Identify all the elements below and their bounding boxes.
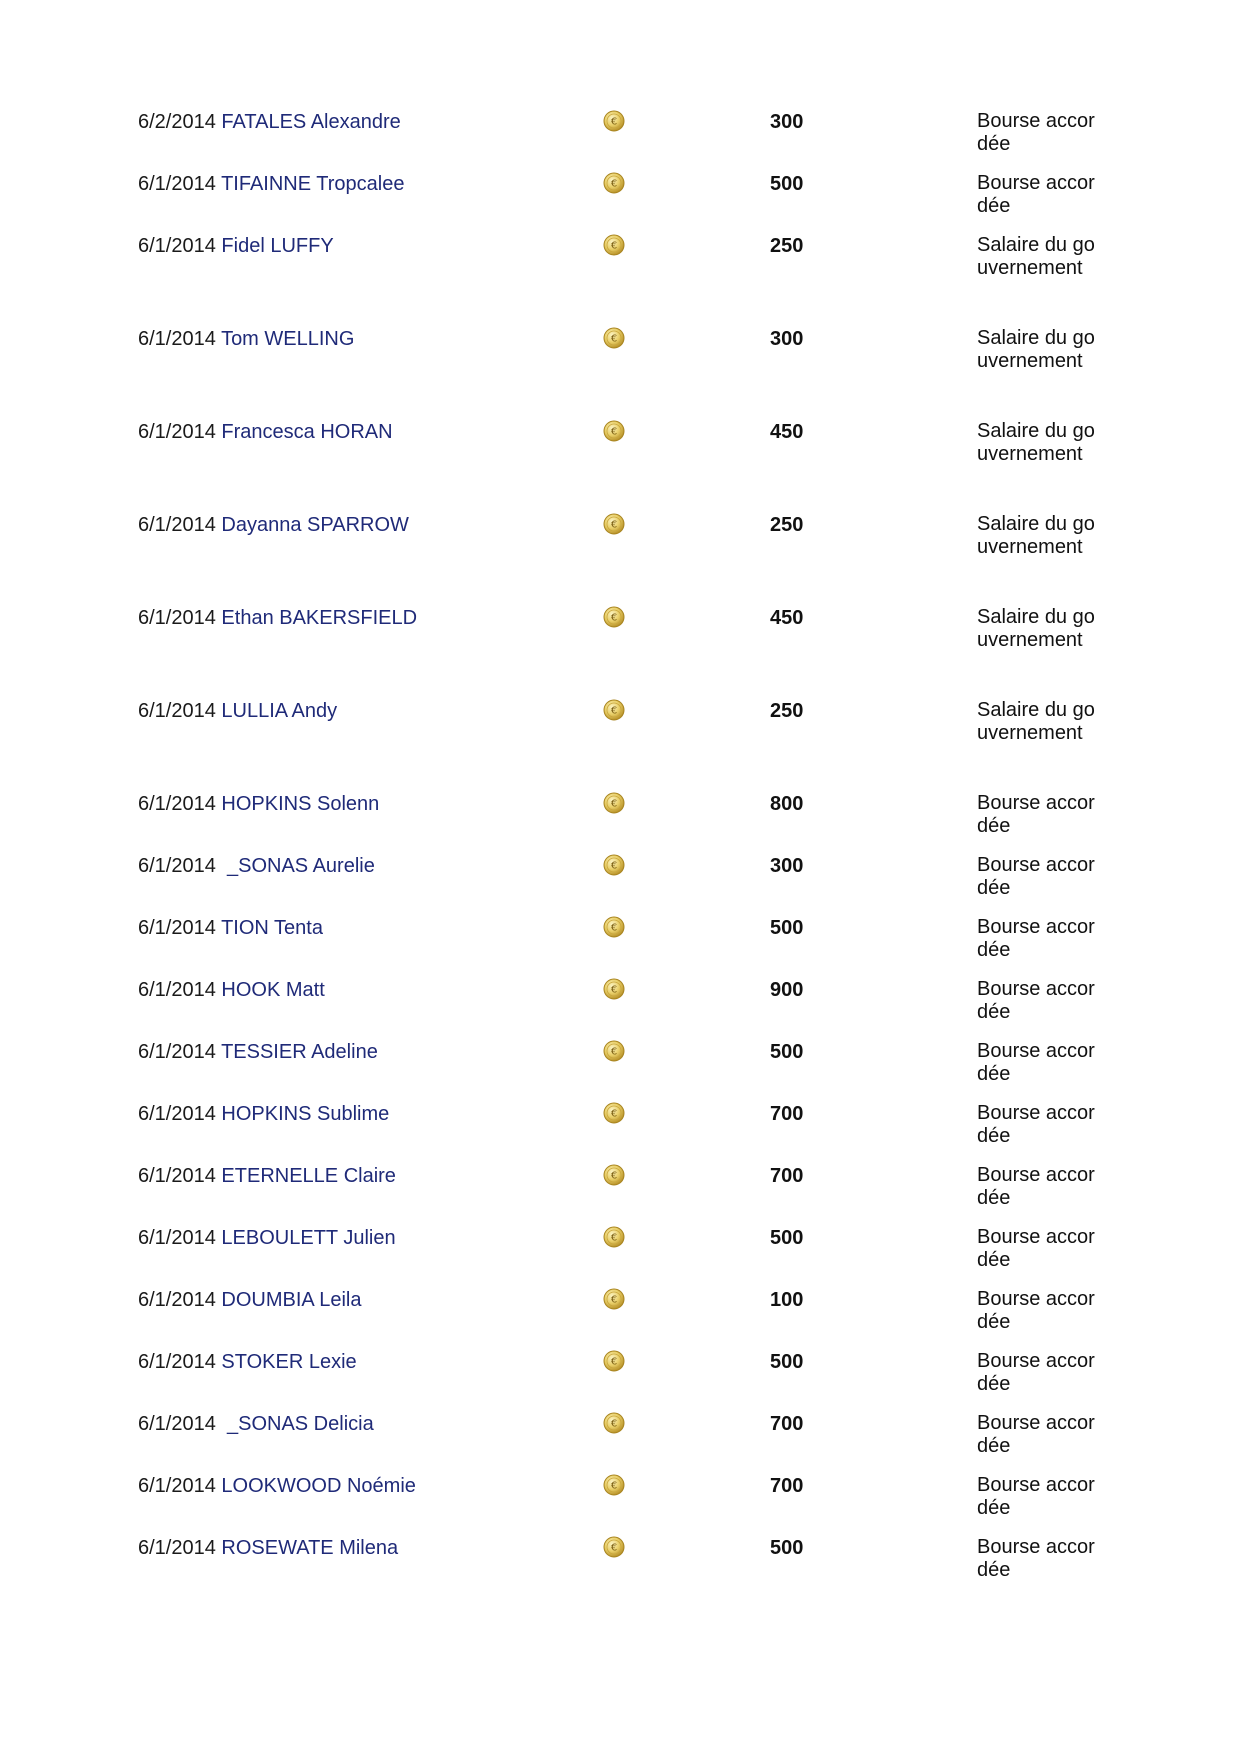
transaction-type: Salaire du gouvernement — [977, 606, 1095, 651]
person-name-link[interactable]: _SONAS Delicia — [226, 1413, 374, 1435]
transaction-type: Bourse accordée — [977, 854, 1095, 899]
date-name-cell — [138, 1474, 603, 1498]
transaction-date: 6/1/2014 — [138, 700, 216, 722]
transaction-type: Bourse accordée — [977, 1288, 1095, 1333]
transaction-row — [138, 172, 1138, 234]
currency-cell — [603, 1474, 770, 1498]
transaction-list — [138, 110, 1138, 1598]
transaction-type: Bourse accordée — [977, 978, 1095, 1023]
transaction-type: Salaire du gouvernement — [977, 420, 1095, 465]
person-name-link[interactable]: LOOKWOOD Noémie — [221, 1475, 416, 1497]
transaction-date: 6/1/2014 — [138, 1103, 216, 1125]
date-name-cell — [138, 699, 603, 723]
amount-value: 500 — [770, 1537, 804, 1559]
date-name-cell — [138, 327, 603, 351]
transaction-row — [138, 513, 1138, 606]
date-name-cell — [138, 1102, 603, 1126]
person-name-link[interactable]: ETERNELLE Claire — [221, 1165, 396, 1187]
transaction-row — [138, 606, 1138, 699]
amount-value: 250 — [770, 514, 804, 536]
transaction-row — [138, 916, 1138, 978]
amount-value: 500 — [770, 1227, 804, 1249]
coin-icon — [603, 327, 625, 349]
transaction-type: Bourse accordée — [977, 1164, 1095, 1209]
amount-value: 300 — [770, 855, 804, 877]
date-name-separator — [216, 855, 227, 877]
transaction-type: Bourse accordée — [977, 1412, 1095, 1457]
transaction-date: 6/1/2014 — [138, 1351, 216, 1373]
svg-text:€: € — [610, 116, 618, 128]
date-name-cell — [138, 1226, 603, 1250]
transaction-date: 6/1/2014 — [138, 514, 216, 536]
amount-value: 700 — [770, 1165, 804, 1187]
transaction-row — [138, 1164, 1138, 1226]
currency-cell — [603, 1412, 770, 1436]
amount-value: 900 — [770, 979, 804, 1001]
amount-value: 100 — [770, 1289, 804, 1311]
person-name-link[interactable]: TESSIER Adeline — [221, 1041, 378, 1063]
transaction-row — [138, 854, 1138, 916]
svg-text:€: € — [610, 1232, 618, 1244]
person-name-link[interactable]: TION Tenta — [221, 917, 323, 939]
transaction-type: Bourse accordée — [977, 1474, 1095, 1519]
transaction-row — [138, 110, 1138, 172]
svg-text:€: € — [610, 984, 618, 996]
date-name-cell — [138, 513, 603, 537]
amount-value: 500 — [770, 1351, 804, 1373]
amount-value: 500 — [770, 1041, 804, 1063]
currency-cell — [603, 606, 770, 630]
person-name-link[interactable]: FATALES Alexandre — [221, 111, 401, 133]
transaction-date: 6/1/2014 — [138, 1413, 216, 1435]
svg-text:€: € — [610, 1480, 618, 1492]
person-name-link[interactable]: ROSEWATE Milena — [221, 1537, 399, 1559]
amount-value: 700 — [770, 1413, 804, 1435]
svg-text:€: € — [610, 426, 618, 438]
date-name-cell — [138, 234, 603, 258]
coin-icon — [603, 1226, 625, 1248]
transaction-type: Salaire du gouvernement — [977, 327, 1095, 372]
transaction-type: Salaire du gouvernement — [977, 234, 1095, 279]
currency-cell — [603, 1226, 770, 1250]
date-name-cell — [138, 1536, 603, 1560]
svg-text:€: € — [610, 178, 618, 190]
coin-icon — [603, 854, 625, 876]
currency-cell — [603, 854, 770, 878]
currency-cell — [603, 1040, 770, 1064]
coin-icon — [603, 1288, 625, 1310]
transaction-row — [138, 420, 1138, 513]
svg-text:€: € — [610, 705, 618, 717]
coin-icon — [603, 978, 625, 1000]
amount-value: 300 — [770, 111, 804, 133]
transaction-row — [138, 327, 1138, 420]
date-name-cell — [138, 110, 603, 134]
svg-text:€: € — [610, 1294, 618, 1306]
coin-icon — [603, 1474, 625, 1496]
person-name-link[interactable]: Fidel LUFFY — [221, 235, 334, 257]
date-name-cell — [138, 854, 603, 878]
person-name-link[interactable]: TIFAINNE Tropcalee — [221, 173, 405, 195]
transaction-row — [138, 1288, 1138, 1350]
person-name-link[interactable]: DOUMBIA Leila — [221, 1289, 362, 1311]
transaction-row — [138, 1536, 1138, 1598]
svg-text:€: € — [610, 1542, 618, 1554]
transaction-date: 6/1/2014 — [138, 607, 216, 629]
svg-text:€: € — [610, 1046, 618, 1058]
coin-icon — [603, 699, 625, 721]
amount-value: 500 — [770, 917, 804, 939]
transaction-date: 6/1/2014 — [138, 173, 216, 195]
transaction-type: Bourse accordée — [977, 1102, 1095, 1147]
transaction-row — [138, 1350, 1138, 1412]
currency-cell — [603, 327, 770, 351]
transaction-type: Bourse accordée — [977, 110, 1095, 155]
currency-cell — [603, 234, 770, 258]
amount-value: 450 — [770, 421, 804, 443]
coin-icon — [603, 916, 625, 938]
date-name-cell — [138, 916, 603, 940]
transaction-date: 6/1/2014 — [138, 917, 216, 939]
transaction-type: Bourse accordée — [977, 916, 1095, 961]
amount-value: 250 — [770, 700, 804, 722]
svg-text:€: € — [610, 860, 618, 872]
transaction-date: 6/1/2014 — [138, 1227, 216, 1249]
currency-cell — [603, 172, 770, 196]
coin-icon — [603, 420, 625, 442]
currency-cell — [603, 1350, 770, 1374]
date-name-cell — [138, 1288, 603, 1312]
person-name-link[interactable]: Tom WELLING — [221, 328, 355, 350]
currency-cell — [603, 1102, 770, 1126]
transaction-type: Bourse accordée — [977, 1040, 1095, 1085]
svg-text:€: € — [610, 798, 618, 810]
currency-cell — [603, 1164, 770, 1188]
currency-cell — [603, 420, 770, 444]
currency-cell — [603, 916, 770, 940]
transaction-date: 6/1/2014 — [138, 979, 216, 1001]
coin-icon — [603, 1040, 625, 1062]
transaction-date: 6/1/2014 — [138, 1041, 216, 1063]
transaction-date: 6/1/2014 — [138, 1289, 216, 1311]
currency-cell — [603, 1288, 770, 1312]
svg-text:€: € — [610, 1108, 618, 1120]
person-name-link[interactable]: Dayanna SPARROW — [221, 514, 409, 536]
transaction-row — [138, 699, 1138, 792]
transaction-type: Bourse accordée — [977, 172, 1095, 217]
amount-value: 450 — [770, 607, 804, 629]
amount-value: 250 — [770, 235, 804, 257]
transaction-row — [138, 1102, 1138, 1164]
date-name-cell — [138, 1412, 603, 1436]
amount-value: 700 — [770, 1103, 804, 1125]
svg-text:€: € — [610, 1418, 618, 1430]
amount-value: 800 — [770, 793, 804, 815]
transaction-row — [138, 1226, 1138, 1288]
coin-icon — [603, 1164, 625, 1186]
svg-text:€: € — [610, 333, 618, 345]
coin-icon — [603, 110, 625, 132]
date-name-cell — [138, 420, 603, 444]
currency-cell — [603, 513, 770, 537]
person-name-link[interactable]: HOPKINS Sublime — [221, 1103, 390, 1125]
svg-text:€: € — [610, 519, 618, 531]
transaction-type: Salaire du gouvernement — [977, 699, 1095, 744]
coin-icon — [603, 1536, 625, 1558]
svg-text:€: € — [610, 922, 618, 934]
person-name-link[interactable]: HOPKINS Solenn — [221, 793, 380, 815]
person-name-link[interactable]: Ethan BAKERSFIELD — [221, 607, 418, 629]
date-name-cell — [138, 172, 603, 196]
coin-icon — [603, 1350, 625, 1372]
date-name-cell — [138, 978, 603, 1002]
currency-cell — [603, 1536, 770, 1560]
amount-value: 700 — [770, 1475, 804, 1497]
date-name-cell — [138, 1164, 603, 1188]
coin-icon — [603, 792, 625, 814]
amount-value: 500 — [770, 173, 804, 195]
person-name-link[interactable]: STOKER Lexie — [221, 1351, 357, 1373]
transaction-row — [138, 1412, 1138, 1474]
date-name-cell — [138, 1350, 603, 1374]
currency-cell — [603, 110, 770, 134]
coin-icon — [603, 606, 625, 628]
transaction-date: 6/1/2014 — [138, 235, 216, 257]
transaction-date: 6/1/2014 — [138, 1537, 216, 1559]
transaction-type: Salaire du gouvernement — [977, 513, 1095, 558]
coin-icon — [603, 1102, 625, 1124]
transaction-date: 6/1/2014 — [138, 855, 216, 877]
person-name-link[interactable]: _SONAS Aurelie — [226, 855, 375, 877]
transaction-date: 6/1/2014 — [138, 793, 216, 815]
transaction-row — [138, 978, 1138, 1040]
currency-cell — [603, 792, 770, 816]
person-name-link[interactable]: Francesca HORAN — [221, 421, 393, 443]
svg-text:€: € — [610, 240, 618, 252]
coin-icon — [603, 513, 625, 535]
person-name-link[interactable]: LULLIA Andy — [221, 700, 338, 722]
transaction-row — [138, 1474, 1138, 1536]
transaction-type: Bourse accordée — [977, 1536, 1095, 1581]
svg-text:€: € — [610, 612, 618, 624]
transaction-row — [138, 234, 1138, 327]
person-name-link[interactable]: LEBOULETT Julien — [221, 1227, 396, 1249]
currency-cell — [603, 699, 770, 723]
transaction-row — [138, 1040, 1138, 1102]
coin-icon — [603, 1412, 625, 1434]
coin-icon — [603, 234, 625, 256]
date-name-cell — [138, 792, 603, 816]
transaction-type: Bourse accordée — [977, 792, 1095, 837]
svg-text:€: € — [610, 1170, 618, 1182]
date-name-cell — [138, 606, 603, 630]
currency-cell — [603, 978, 770, 1002]
transaction-date: 6/1/2014 — [138, 421, 216, 443]
coin-icon — [603, 172, 625, 194]
amount-value: 300 — [770, 328, 804, 350]
transaction-row — [138, 792, 1138, 854]
transaction-type: Bourse accordée — [977, 1350, 1095, 1395]
date-name-cell — [138, 1040, 603, 1064]
transaction-date: 6/1/2014 — [138, 328, 216, 350]
transaction-date: 6/2/2014 — [138, 111, 216, 133]
transaction-date: 6/1/2014 — [138, 1475, 216, 1497]
transaction-type: Bourse accordée — [977, 1226, 1095, 1271]
svg-text:€: € — [610, 1356, 618, 1368]
transaction-date: 6/1/2014 — [138, 1165, 216, 1187]
date-name-separator — [216, 1413, 227, 1435]
person-name-link[interactable]: HOOK Matt — [221, 979, 325, 1001]
